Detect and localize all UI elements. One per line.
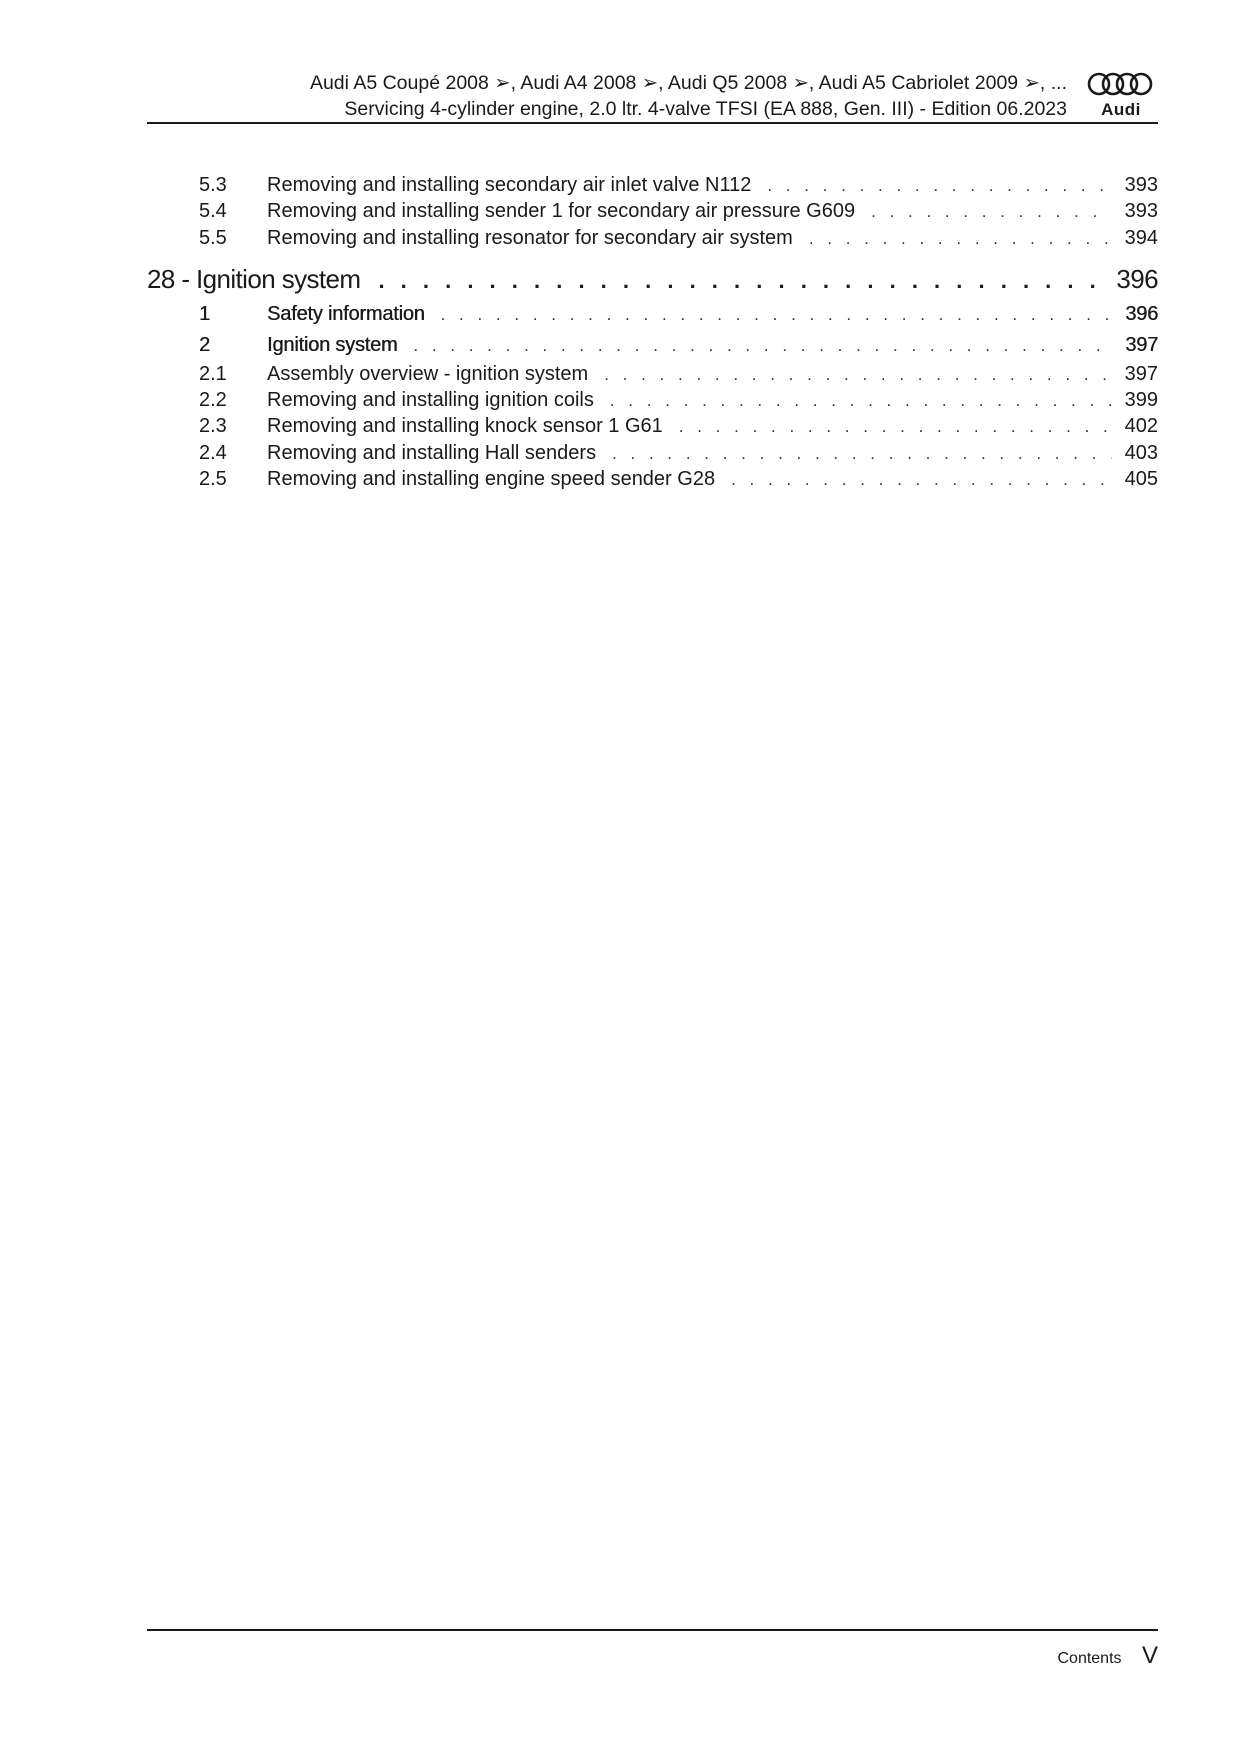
toc-section-entry[interactable] [147, 299, 1158, 330]
toc-leader-dots [610, 388, 1112, 414]
audi-logo-wordmark: Audi [1101, 100, 1141, 119]
chapter-title: 28 - Ignition system [147, 263, 361, 294]
toc-entry-title: Removing and installing Hall senders [267, 441, 597, 464]
header-vehicle-models: Audi A5 Coupé 2008 ➢, Audi A4 2008 ➢, Audi Q5 2008 ➢, Audi A5 Cabriolet 2009 ➢, ... [309, 72, 1067, 94]
toc-entry-page: 393 [1124, 174, 1158, 196]
toc-leader-dots [767, 173, 1112, 199]
toc-entry-title: Safety information [267, 302, 425, 325]
toc-entry[interactable] [147, 466, 1158, 492]
toc-leader-dots [441, 299, 1112, 330]
toc-entry-number: 1 [199, 302, 210, 325]
toc-entry-number: 5.3 [199, 174, 227, 196]
toc-entry[interactable] [147, 413, 1158, 439]
toc-entry[interactable] [147, 225, 1158, 251]
toc-entry-page: 402 [1124, 415, 1158, 438]
toc-entry-page: 403 [1124, 441, 1158, 464]
toc-entry-title: Removing and installing engine speed sender G28 [267, 468, 716, 491]
toc-entry-number: 2.4 [199, 441, 227, 464]
footer-divider [147, 1629, 1158, 1631]
toc-leader-dots [413, 330, 1112, 361]
toc-entry-title: Removing and installing secondary air inlet valve N112 [267, 174, 752, 196]
document-footer [147, 1642, 1158, 1670]
toc-entry-number: 5.5 [199, 226, 227, 249]
toc-entry[interactable] [147, 172, 1158, 198]
table-of-contents [147, 172, 1158, 492]
toc-entry-number: 2.5 [199, 468, 227, 491]
toc-chapter-heading[interactable] [147, 259, 1158, 299]
toc-leader-dots [378, 261, 1106, 301]
toc-entry-page: 393 [1124, 200, 1158, 223]
toc-entry-number: 2.2 [199, 389, 227, 412]
toc-entry-page: 399 [1124, 389, 1158, 412]
toc-leader-dots [731, 467, 1112, 493]
header-divider [147, 122, 1158, 124]
toc-entry-number: 5.4 [199, 200, 227, 223]
toc-leader-dots [809, 226, 1112, 252]
toc-section-entry[interactable] [147, 330, 1158, 361]
toc-entry-title: Assembly overview - ignition system [267, 362, 589, 385]
toc-entry-number: 2.1 [199, 362, 227, 385]
audi-logo [1086, 70, 1156, 120]
toc-entry-page: 405 [1124, 468, 1158, 491]
toc-entry[interactable] [147, 440, 1158, 466]
document-header [147, 70, 1067, 122]
toc-entry-page: 397 [1125, 333, 1158, 356]
toc-entry[interactable] [147, 198, 1158, 224]
toc-entry-title: Removing and installing resonator for secondary air system [267, 226, 793, 249]
toc-entry-title: Removing and installing knock sensor 1 G61 [267, 415, 663, 438]
audi-rings-icon [1086, 70, 1156, 100]
footer-page-number: V [1141, 1642, 1158, 1669]
toc-leader-dots [679, 414, 1112, 440]
toc-entry[interactable] [147, 361, 1158, 387]
chapter-page: 396 [1116, 263, 1158, 294]
header-manual-title: Servicing 4-cylinder engine, 2.0 ltr. 4-valve TFSI (EA 888, Gen. III) - Edition 06.2023 [344, 98, 1067, 120]
toc-entry-title: Removing and installing sender 1 for secondary air pressure G609 [267, 200, 856, 223]
toc-leader-dots [612, 441, 1112, 467]
toc-entry[interactable] [147, 387, 1158, 413]
toc-entry-page: 394 [1124, 226, 1158, 249]
toc-entry-page: 396 [1125, 302, 1158, 325]
toc-entry-number: 2.3 [199, 415, 227, 438]
toc-leader-dots [871, 199, 1112, 225]
footer-section-label: Contents [1057, 1650, 1122, 1667]
toc-leader-dots [604, 362, 1112, 388]
toc-entry-title: Removing and installing ignition coils [267, 389, 594, 412]
toc-entry-number: 2 [199, 333, 210, 356]
toc-entry-title: Ignition system [267, 333, 398, 356]
toc-entry-page: 397 [1124, 362, 1158, 385]
